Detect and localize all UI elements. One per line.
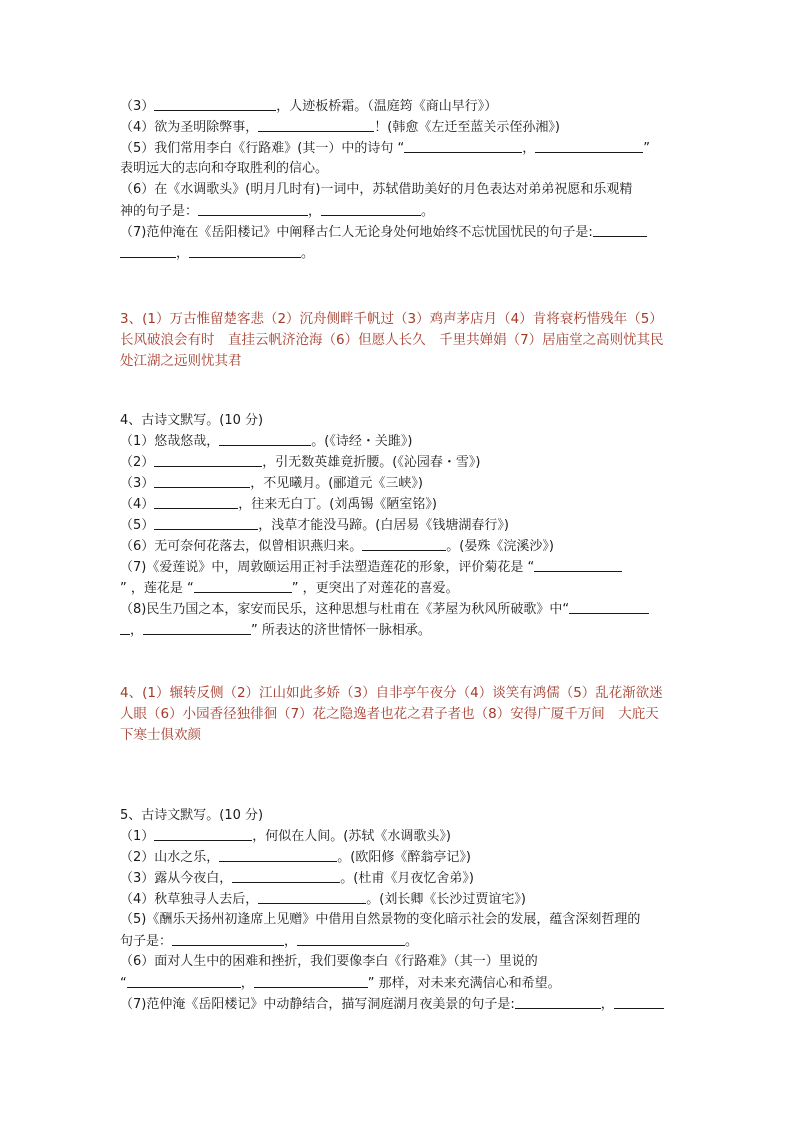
answer-blank[interactable]	[154, 494, 238, 509]
q4-title: 4、古诗文默写。(10 分)	[120, 413, 264, 428]
answer-blank[interactable]	[321, 201, 421, 216]
answer-blank[interactable]	[143, 620, 251, 635]
q3-item-6-cont: 神的句子是： ， 。	[120, 201, 680, 222]
answer-blank[interactable]	[154, 96, 276, 111]
q4-answer-line-1: 4、(1）辗转反侧（2）江山如此多娇（3）自非亭午夜分（4）谈笑有鸿儒（5）乱花渐欲迷	[120, 685, 663, 701]
q5-item-7: （7)范仲淹《岳阳楼记》中动静结合，描写洞庭湖月夜美景的句子是: ，	[120, 994, 680, 1015]
q3-item-4: （4）欲为圣明除弊事， ！(韩愈《左迁至蓝关示侄孙湘》)	[120, 117, 680, 138]
q5-item-6-cont: “ ， ” 那样，对未来充满信心和希望。	[120, 973, 680, 994]
q4-answer-line-2: 人眼（6）小园香径独徘徊（7）花之隐逸者也花之君子者也（8）安得广厦千万间 大庇天	[120, 706, 659, 722]
answer-blank[interactable]	[154, 515, 258, 530]
q3-item-7-cont: ， 。	[120, 243, 680, 264]
q5-item-6: （6）面对人生中的困难和挫折，我们要像李白《行路难》（其一）里说的	[120, 954, 538, 969]
q3-answer-line-1: 3、(1）万古惟留楚客悲（2）沉舟侧畔千帆过（3）鸡声茅店月（4）肯将衰朽惜残年（5）	[120, 311, 663, 327]
q4-item-8: （8)民生乃国之本，家安而民乐，这种思想与杜甫在《茅屋为秋风所破歌》中“	[120, 599, 680, 620]
q5-item-4: （4）秋草独寻人去后， 。(刘长卿《长沙过贾谊宅》)	[120, 889, 680, 910]
answer-blank[interactable]	[297, 931, 405, 946]
q4-item-5: （5） ，浅草才能没马蹄。(白居易《钱塘湖春行》)	[120, 515, 680, 536]
q5-item-1: （1） ，何似在人间。(苏轼《水调歌头》)	[120, 826, 680, 847]
q4-item-8-cont: ， ” 所表达的济世情怀一脉相承。	[120, 620, 680, 641]
q4-item-3: （3） ，不见曦月。(郦道元《三峡》)	[120, 473, 680, 494]
answer-blank[interactable]	[569, 599, 649, 614]
answer-blank[interactable]	[127, 973, 241, 988]
q4-answer-line-3: 下寒士俱欢颜	[120, 727, 201, 743]
q4-item-6: （6）无可奈何花落去，似曾相识燕归来。 。(晏殊《浣溪沙》)	[120, 536, 680, 557]
q4-item-1: （1）悠哉悠哉， 。(《诗经・关雎》)	[120, 431, 680, 452]
q4-item-7: （7)《爱莲说》中，周敦颐运用正衬手法塑造莲花的形象，评价菊花是 “	[120, 557, 680, 578]
q3-item-7: （7)范仲淹在《岳阳楼记》中阐释古仁人无论身处何地始终不忘忧国忧民的句子是:	[120, 222, 680, 243]
answer-blank[interactable]	[593, 222, 647, 237]
q3-item-3: （3） ，人迹板桥霜。（温庭筠《商山早行》）	[120, 96, 680, 117]
q3-item-5: （5）我们常用李白《行路难》(其一）中的诗句 “ ， ”	[120, 138, 680, 159]
q3-item-5-cont: 表明远大的志向和夺取胜利的信心。	[120, 161, 329, 176]
q3-answer-line-3: 处江湖之远则忧其君	[120, 353, 242, 369]
answer-blank[interactable]	[258, 117, 374, 132]
answer-blank[interactable]	[194, 578, 292, 593]
q3-answer-line-2: 长风破浪会有时 直挂云帆济沧海（6）但愿人长久 千里共婵娟（7）居庙堂之高则忧其民	[120, 332, 664, 348]
q5-item-5: （5)《酬乐天扬州初逢席上见赠》中借用自然景物的变化暗示社会的发展，蕴含深刻哲理的	[120, 912, 641, 927]
answer-blank[interactable]	[154, 452, 262, 467]
q5-title: 5、古诗文默写。(10 分)	[120, 808, 264, 823]
answer-blank[interactable]	[219, 847, 337, 862]
q4-item-4: （4） ，往来无白丁。(刘禹锡《陋室铭》)	[120, 494, 680, 515]
answer-blank[interactable]	[120, 620, 130, 635]
answer-blank[interactable]	[154, 826, 252, 841]
q5-item-2: （2）山水之乐， 。(欧阳修《醉翁亭记》)	[120, 847, 680, 868]
q5-item-3: （3）露从今夜白， 。(杜甫《月夜忆舍弟》)	[120, 868, 680, 889]
answer-blank[interactable]	[189, 243, 301, 258]
answer-blank[interactable]	[154, 473, 250, 488]
answer-blank[interactable]	[232, 868, 340, 883]
answer-blank[interactable]	[362, 536, 446, 551]
q4-item-7-cont: ” ，莲花是 “ ” ，更突出了对莲花的喜爱。	[120, 578, 680, 599]
answer-blank[interactable]	[404, 138, 522, 153]
answer-blank[interactable]	[535, 138, 643, 153]
answer-blank[interactable]	[534, 557, 622, 572]
answer-blank[interactable]	[515, 994, 601, 1009]
answer-blank[interactable]	[172, 931, 284, 946]
q4-item-2: （2） ，引无数英雄竟折腰。(《沁园春・雪》)	[120, 452, 680, 473]
answer-blank[interactable]	[219, 431, 311, 446]
answer-blank[interactable]	[254, 973, 368, 988]
answer-blank[interactable]	[120, 243, 176, 258]
answer-blank[interactable]	[198, 201, 308, 216]
answer-blank[interactable]	[614, 994, 664, 1009]
q5-item-5-cont: 句子是： ， 。	[120, 931, 680, 952]
answer-blank[interactable]	[258, 889, 366, 904]
q3-item-6: （6）在《水调歌头》(明月几时有)一词中，苏轼借助美好的月色表达对弟弟祝愿和乐观精	[120, 182, 633, 197]
